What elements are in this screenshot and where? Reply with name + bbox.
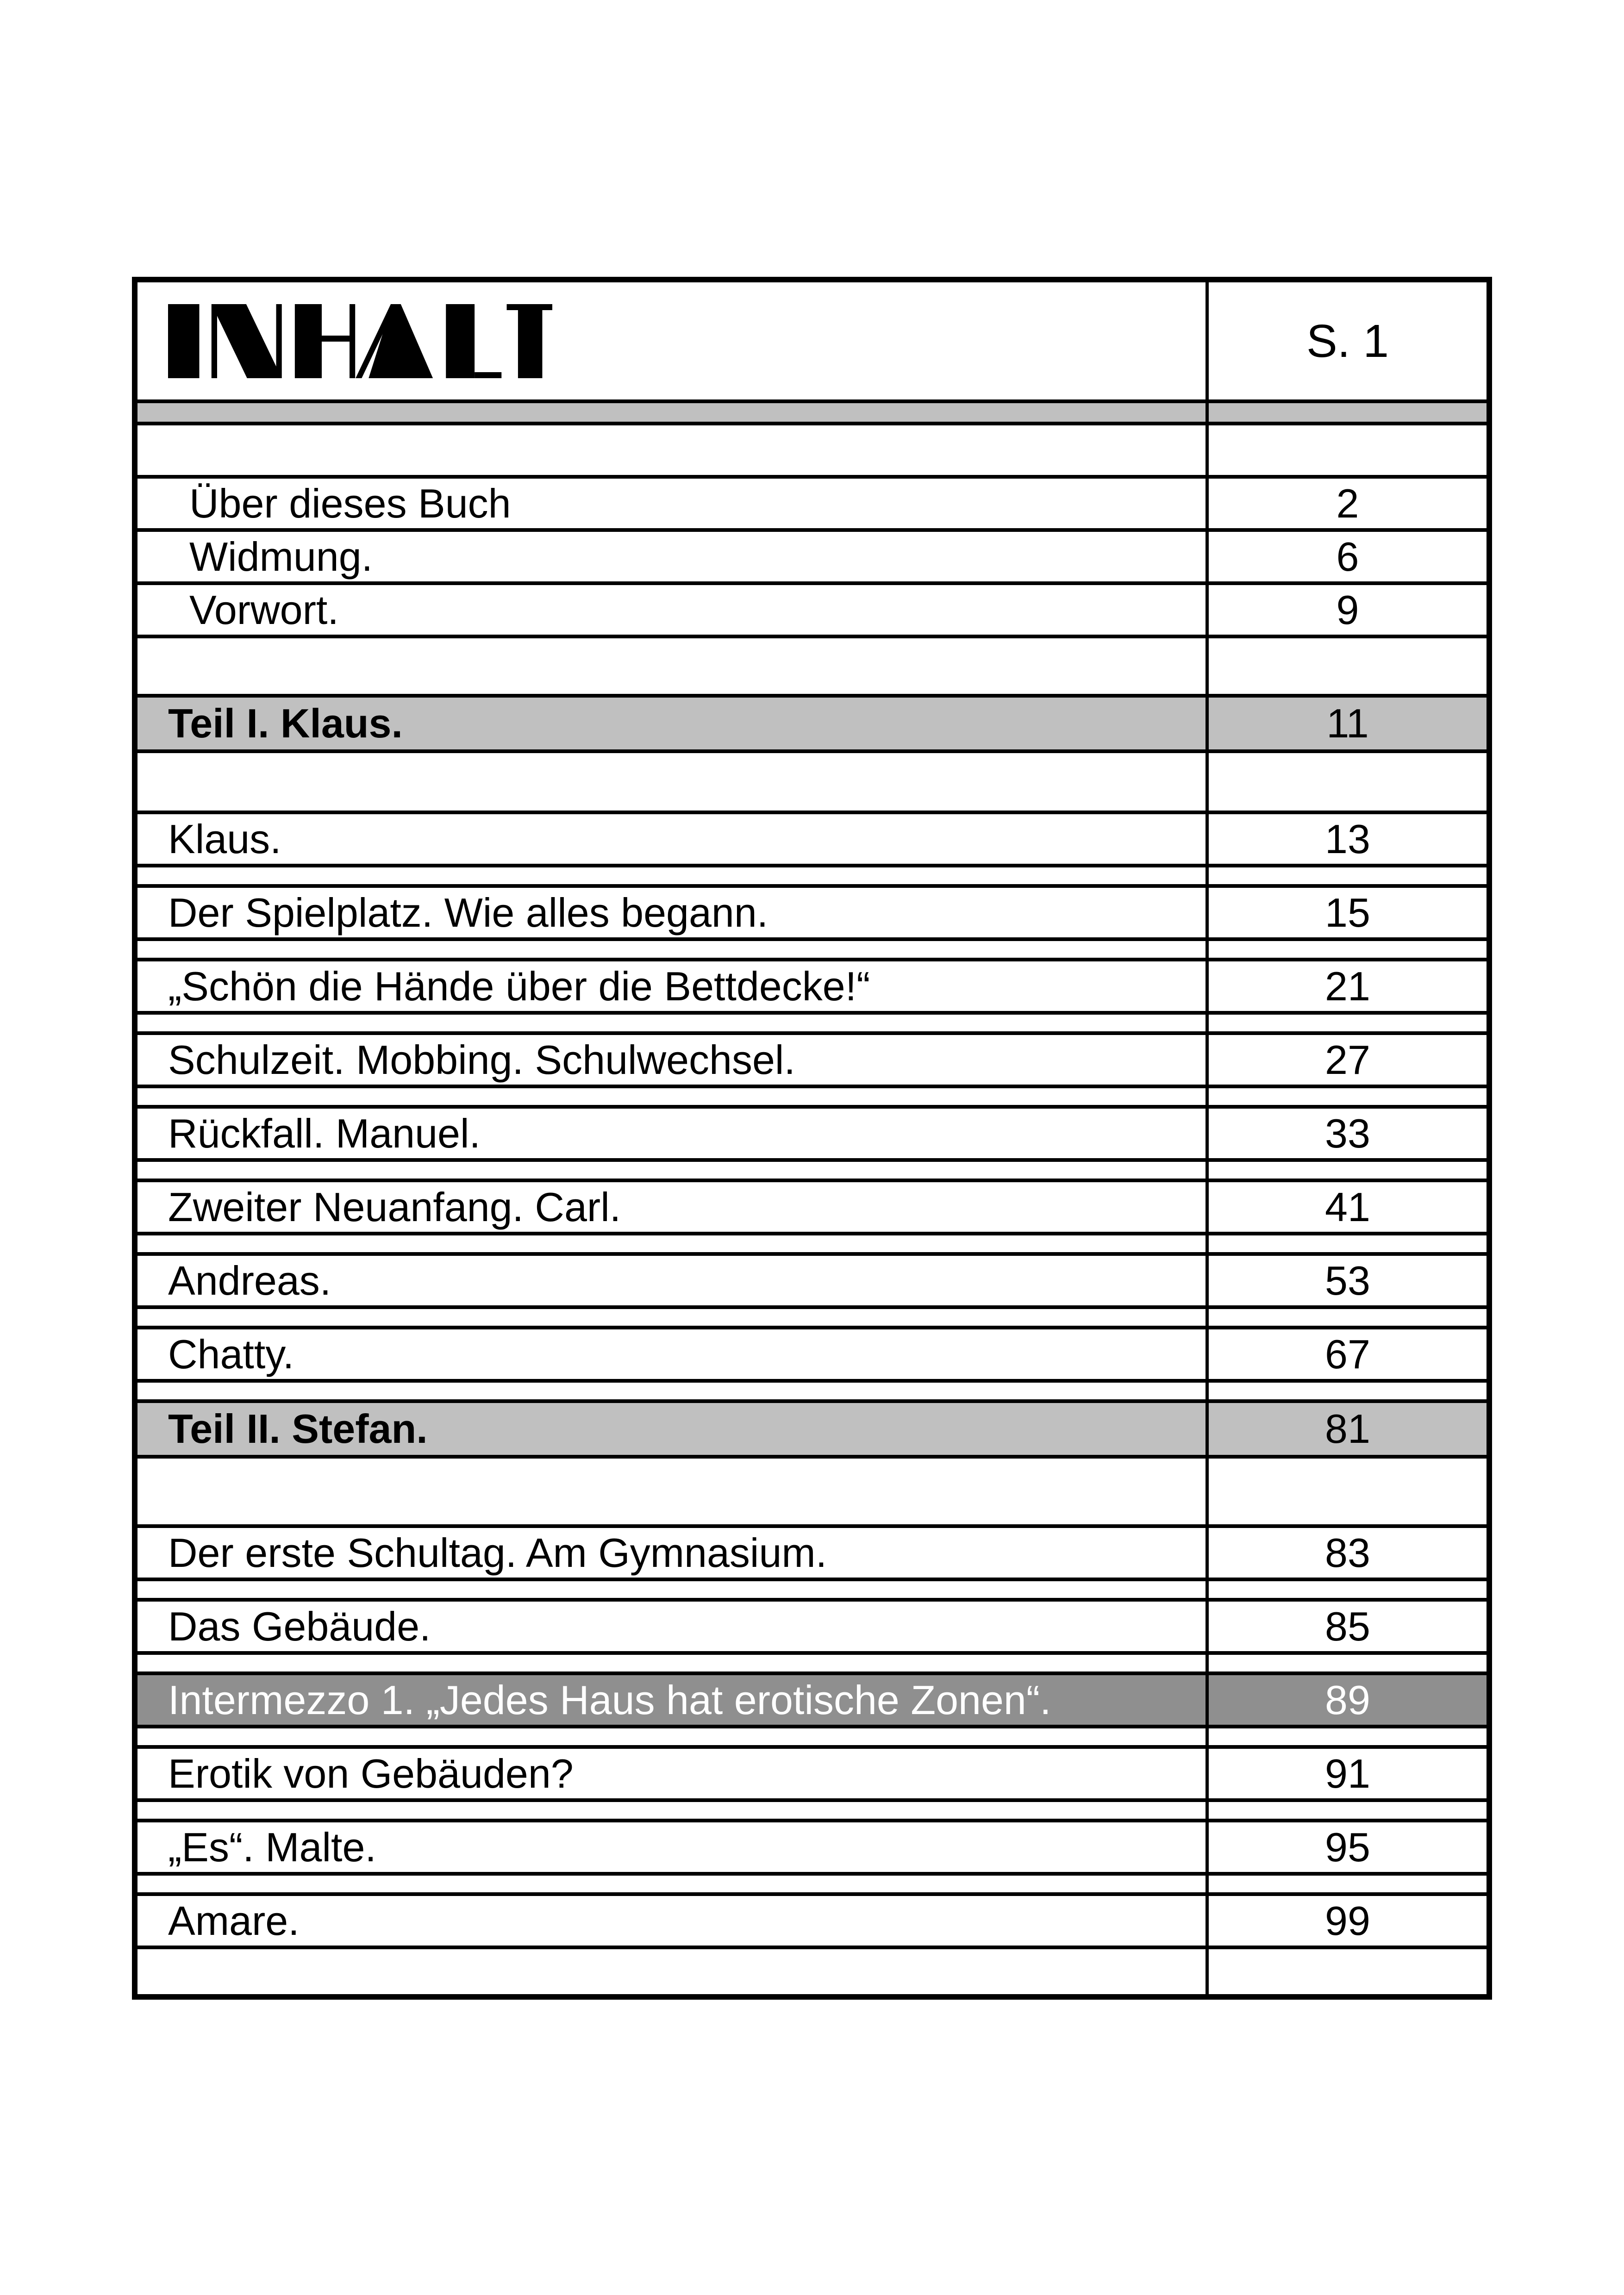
toc-entry-page: 53 <box>1325 1257 1370 1303</box>
toc-row-entry <box>137 1031 1487 1085</box>
toc-row-title-cell <box>137 941 1206 958</box>
toc-row-title-cell <box>137 1459 1206 1524</box>
toc-row-page-cell <box>1206 941 1487 958</box>
toc-row-title-cell <box>137 1802 1206 1819</box>
toc-row-entry <box>137 811 1487 864</box>
inhalt-title-logo <box>168 304 552 378</box>
toc-row-blank <box>137 749 1487 811</box>
toc-entry-page: 21 <box>1325 963 1370 1009</box>
toc-row-page-cell <box>1206 1403 1487 1455</box>
toc-entry-page: 6 <box>1336 533 1359 580</box>
toc-row-gap <box>137 1305 1487 1326</box>
toc-row-entry <box>137 528 1487 581</box>
toc-row-title-cell <box>137 1949 1206 1994</box>
toc-entry-label: Zweiter Neuanfang. Carl. <box>168 1184 621 1230</box>
toc-row-page-cell <box>1206 1876 1487 1892</box>
toc-row-page-cell <box>1206 1728 1487 1745</box>
toc-row-entry <box>137 884 1487 937</box>
toc-row-title-cell <box>137 888 1206 937</box>
toc-row-page-cell <box>1206 1035 1487 1085</box>
toc-entry-label: Klaus. <box>168 816 281 862</box>
toc-row-blank <box>137 635 1487 694</box>
toc-row-title-cell <box>137 1528 1206 1578</box>
toc-row-gap <box>137 1725 1487 1745</box>
toc-row-band <box>137 399 1487 422</box>
toc-row-page-cell <box>1206 1949 1487 1994</box>
toc-row-title-cell <box>137 1749 1206 1798</box>
toc-entry-label: Erotik von Gebäuden? <box>168 1750 574 1796</box>
toc-row-page-cell <box>1206 1602 1487 1651</box>
toc-row-entry <box>137 1326 1487 1379</box>
toc-row-entry <box>137 1524 1487 1578</box>
toc-row-title-cell <box>137 638 1206 694</box>
toc-row-gap <box>137 1578 1487 1598</box>
toc-entry-label: Vorwort. <box>189 586 339 633</box>
toc-row-title-cell <box>137 867 1206 884</box>
toc-row-title-cell <box>137 814 1206 864</box>
toc-entry-page: 9 <box>1336 586 1359 633</box>
toc-entry-label: Schulzeit. Mobbing. Schulwechsel. <box>168 1036 795 1083</box>
toc-entry-page: 89 <box>1325 1677 1370 1723</box>
toc-row-title-cell <box>137 1015 1206 1031</box>
toc-row-gap <box>137 1872 1487 1892</box>
toc-row-entry <box>137 1819 1487 1872</box>
toc-row-title-cell <box>137 585 1206 635</box>
toc-row-gap <box>137 1798 1487 1819</box>
toc-row-title-cell <box>137 961 1206 1011</box>
toc-row-page-cell <box>1206 1655 1487 1671</box>
toc-row-entry <box>137 581 1487 635</box>
toc-row-title-cell <box>137 1728 1206 1745</box>
toc-row-gap <box>137 1085 1487 1105</box>
toc-row-page-cell <box>1206 479 1487 528</box>
toc-row-title-cell <box>137 1309 1206 1326</box>
toc-entry-label: „Schön die Hände über die Bettdecke!“ <box>168 963 870 1009</box>
toc-row-gap <box>137 1651 1487 1671</box>
toc-entry-label: Über dieses Buch <box>189 480 511 526</box>
toc-entry-page: 85 <box>1325 1603 1370 1649</box>
toc-entry-page: 81 <box>1325 1406 1370 1452</box>
toc-row-entry <box>137 475 1487 528</box>
toc-row-intermezzo <box>137 1671 1487 1725</box>
toc-entry-page: 83 <box>1325 1529 1370 1576</box>
page-number-label: S. 1 <box>1306 315 1389 367</box>
toc-row-blank <box>137 1455 1487 1524</box>
toc-entry-label: Teil II. Stefan. <box>168 1406 428 1452</box>
toc-row-page-cell <box>1206 1581 1487 1598</box>
toc-table <box>132 277 1492 2000</box>
toc-row-title-cell <box>137 479 1206 528</box>
toc-row-title-cell <box>137 1162 1206 1179</box>
toc-row-page-cell <box>1206 1459 1487 1524</box>
toc-row-page-cell <box>1206 403 1487 422</box>
toc-row-title-cell <box>137 1235 1206 1252</box>
toc-row-entry <box>137 1179 1487 1232</box>
toc-row-page-cell <box>1206 1015 1487 1031</box>
toc-row-page-cell <box>1206 1162 1487 1179</box>
toc-entry-page: 13 <box>1325 816 1370 862</box>
toc-row-page-cell <box>1206 867 1487 884</box>
toc-row-entry <box>137 1892 1487 1946</box>
toc-entry-label: Chatty. <box>168 1331 294 1377</box>
toc-row-page-cell <box>1206 1088 1487 1105</box>
toc-entry-label: Intermezzo 1. „Jedes Haus hat erotische Zonen“. <box>168 1677 1051 1723</box>
toc-entry-page: 11 <box>1326 700 1369 746</box>
toc-entry-page: 91 <box>1325 1750 1370 1796</box>
toc-row-title-cell <box>137 425 1206 475</box>
toc-row-page-cell <box>1206 753 1487 811</box>
toc-row-title-cell <box>137 1035 1206 1085</box>
toc-row-entry <box>137 1598 1487 1651</box>
toc-row-entry <box>137 1745 1487 1798</box>
toc-row-gap <box>137 1158 1487 1179</box>
toc-row-gap <box>137 937 1487 958</box>
toc-row-blank <box>137 422 1487 475</box>
toc-entry-label: Der Spielplatz. Wie alles begann. <box>168 889 768 935</box>
toc-entry-label: Der erste Schultag. Am Gymnasium. <box>168 1529 827 1576</box>
toc-entry-page: 99 <box>1325 1897 1370 1944</box>
toc-row-entry <box>137 1252 1487 1305</box>
toc-row-page-cell <box>1206 1675 1487 1725</box>
toc-row-page-cell <box>1206 698 1487 749</box>
toc-entry-page: 2 <box>1336 480 1359 526</box>
toc-row-title-cell <box>137 1256 1206 1305</box>
toc-entry-page: 33 <box>1325 1110 1370 1156</box>
toc-row-title-cell <box>137 753 1206 811</box>
toc-row-gap <box>137 1379 1487 1399</box>
toc-row-page-cell <box>1206 1383 1487 1399</box>
toc-row-page-cell <box>1206 425 1487 475</box>
toc-row-page-cell <box>1206 1109 1487 1158</box>
toc-row-page-cell <box>1206 1256 1487 1305</box>
toc-row-page-cell <box>1206 1749 1487 1798</box>
toc-title-cell <box>137 282 1206 399</box>
toc-header-row <box>137 282 1487 399</box>
toc-entry-label: Teil I. Klaus. <box>168 700 403 746</box>
toc-entry-page: 41 <box>1325 1184 1370 1230</box>
toc-row-title-cell <box>137 1602 1206 1651</box>
toc-row-title-cell <box>137 698 1206 749</box>
toc-entry-label: Das Gebäude. <box>168 1603 431 1649</box>
toc-row-page-cell <box>1206 585 1487 635</box>
toc-row-title-cell <box>137 1581 1206 1598</box>
toc-row-title-cell <box>137 1182 1206 1232</box>
toc-row-page-cell <box>1206 1329 1487 1379</box>
toc-row-title-cell <box>137 1675 1206 1725</box>
toc-row-section <box>137 694 1487 749</box>
toc-row-gap <box>137 1011 1487 1031</box>
toc-entry-page: 15 <box>1325 889 1370 935</box>
toc-entry-label: Amare. <box>168 1897 300 1944</box>
toc-row-title-cell <box>137 1109 1206 1158</box>
toc-row-blank <box>137 1946 1487 1994</box>
toc-row-section <box>137 1399 1487 1455</box>
toc-row-gap <box>137 864 1487 884</box>
toc-row-title-cell <box>137 1088 1206 1105</box>
toc-row-page-cell <box>1206 1182 1487 1232</box>
toc-row-page-cell <box>1206 961 1487 1011</box>
toc-row-page-cell <box>1206 888 1487 937</box>
toc-row-entry <box>137 1105 1487 1158</box>
toc-entry-label: Rückfall. Manuel. <box>168 1110 481 1156</box>
toc-row-page-cell <box>1206 1235 1487 1252</box>
toc-row-title-cell <box>137 1896 1206 1946</box>
toc-entry-label: Widmung. <box>189 533 373 580</box>
toc-entry-label: „Es“. Malte. <box>168 1824 376 1870</box>
toc-row-page-cell <box>1206 1309 1487 1326</box>
toc-row-title-cell <box>137 1655 1206 1671</box>
toc-row-title-cell <box>137 403 1206 422</box>
toc-entry-page: 95 <box>1325 1824 1370 1870</box>
toc-row-title-cell <box>137 1383 1206 1399</box>
toc-row-page-cell <box>1206 638 1487 694</box>
toc-row-title-cell <box>137 1876 1206 1892</box>
toc-row-entry <box>137 958 1487 1011</box>
toc-row-title-cell <box>137 1329 1206 1379</box>
toc-row-page-cell <box>1206 1822 1487 1872</box>
toc-row-page-cell <box>1206 814 1487 864</box>
toc-entry-label: Andreas. <box>168 1257 331 1303</box>
toc-row-page-cell <box>1206 1802 1487 1819</box>
toc-page-label-cell <box>1206 282 1487 399</box>
toc-row-title-cell <box>137 1822 1206 1872</box>
toc-entry-page: 67 <box>1325 1331 1370 1377</box>
toc-entry-page: 27 <box>1325 1036 1370 1083</box>
toc-row-title-cell <box>137 1403 1206 1455</box>
toc-row-gap <box>137 1232 1487 1252</box>
toc-row-title-cell <box>137 532 1206 581</box>
toc-row-page-cell <box>1206 532 1487 581</box>
toc-row-page-cell <box>1206 1528 1487 1578</box>
toc-row-page-cell <box>1206 1896 1487 1946</box>
